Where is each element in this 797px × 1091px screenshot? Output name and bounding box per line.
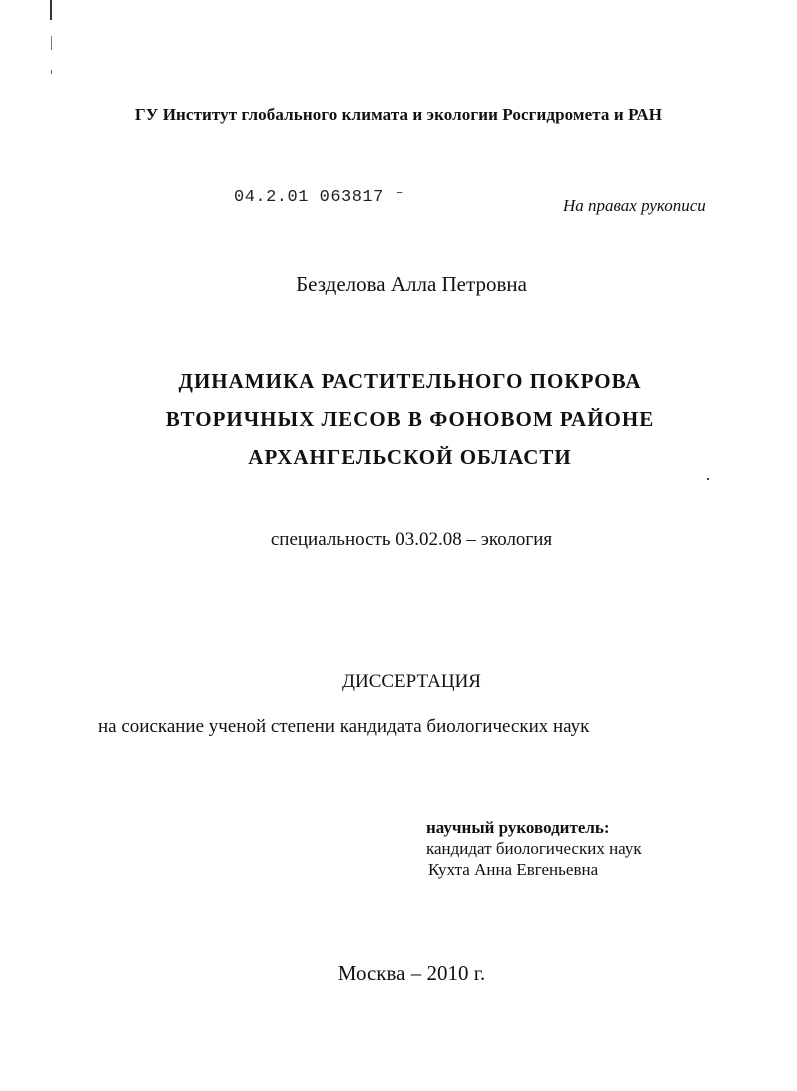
institute-name: ГУ Институт глобального климата и экологии Росгидромета и РАН bbox=[134, 105, 663, 124]
manuscript-rights: На правах рукописи bbox=[563, 196, 706, 215]
title-line: АРХАНГЕЛЬСКОЙ ОБЛАСТИ bbox=[248, 445, 572, 469]
supervisor-block bbox=[426, 817, 642, 880]
dissertation-title bbox=[0, 362, 797, 476]
supervisor-rank: кандидат биологических наук bbox=[426, 839, 642, 858]
registry-code: 04.2.01 063817 ⁻ bbox=[234, 188, 406, 207]
specialty: специальность 03.02.08 – экология bbox=[270, 529, 553, 550]
dissertation-label: ДИССЕРТАЦИЯ bbox=[342, 671, 481, 692]
title-line: ВТОРИЧНЫХ ЛЕСОВ В ФОНОВОМ РАЙОНЕ bbox=[165, 407, 655, 431]
scan-mark bbox=[50, 0, 52, 20]
scan-mark bbox=[51, 70, 52, 74]
degree-statement: на соискание ученой степени кандидата биологических наук bbox=[98, 716, 590, 737]
place-year: Москва – 2010 г. bbox=[337, 961, 486, 985]
title-line: ДИНАМИКА РАСТИТЕЛЬНОГО ПОКРОВА bbox=[178, 369, 642, 393]
scan-mark bbox=[51, 36, 52, 50]
supervisor-heading: научный руководитель: bbox=[426, 818, 610, 837]
scan-speck bbox=[707, 478, 709, 480]
author-name: Безделова Алла Петровна bbox=[296, 272, 527, 296]
supervisor-name: Кухта Анна Евгеньевна bbox=[428, 860, 599, 879]
